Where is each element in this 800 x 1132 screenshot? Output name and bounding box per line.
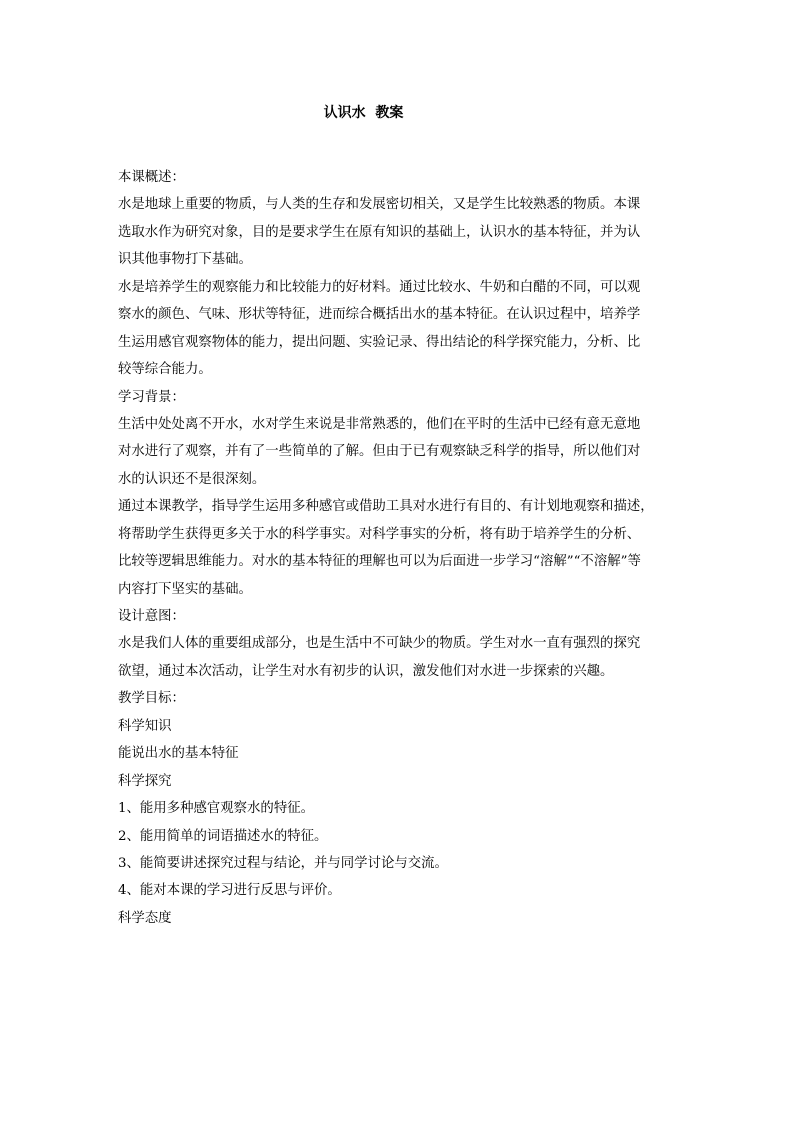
text-line: 通过本课教学，指导学生运用多种感官或借助工具对水进行有目的、有计划地观察和描述，	[118, 499, 654, 515]
text-line: 3、能简要讲述探究过程与结论，并与同学讨论与交流。	[118, 855, 448, 871]
text-line: 1、能用多种感官观察水的特征。	[118, 801, 314, 817]
text-line: 4、能对本课的学习进行反思与评价。	[118, 883, 341, 899]
text-line: 科学知识	[118, 718, 172, 734]
text-line: 水是我们人体的重要组成部分，也是生活中不可缺少的物质。学生对水一直有强烈的探究	[118, 636, 641, 652]
document-title: 认识水 教案	[323, 105, 404, 121]
text-line: 生活中处处离不开水，水对学生来说是非常熟悉的，他们在平时的生活中已经有意无意地	[118, 416, 641, 432]
text-line: 教学目标：	[118, 691, 185, 707]
text-line: 科学探究	[118, 773, 172, 789]
text-line: 对水进行了观察，并有了一些简单的了解。但由于已有观察缺乏科学的指导，所以他们对	[118, 444, 641, 460]
text-line: 科学态度	[118, 910, 172, 926]
text-line: 察水的颜色、气味、形状等特征，进而综合概括出水的基本特征。在认识过程中，培养学	[118, 307, 641, 323]
text-line: 水是培养学生的观察能力和比较能力的好材料。通过比较水、牛奶和白醋的不同，可以观	[118, 279, 641, 295]
text-line: 水是地球上重要的物质，与人类的生存和发展密切相关，又是学生比较熟悉的物质。本课	[118, 197, 641, 213]
text-line: 水的认识还不是很深刻。	[118, 471, 266, 487]
text-line: 欲望，通过本次活动，让学生对水有初步的认识，激发他们对水进一步探索的兴趣。	[118, 663, 614, 679]
text-line: 内容打下坚实的基础。	[118, 581, 252, 597]
text-line: 将帮助学生获得更多关于水的科学事实。对科学事实的分析，将有助于培养学生的分析、	[118, 526, 641, 542]
text-line: 选取水作为研究对象，目的是要求学生在原有知识的基础上，认识水的基本特征，并为认	[118, 224, 641, 240]
text-line: 能说出水的基本特征	[118, 746, 239, 762]
text-line: 比较等逻辑思维能力。对水的基本特征的理解也可以为后面进一步学习“溶解”“不溶解”等	[118, 554, 641, 570]
text-line: 2、能用简单的词语描述水的特征。	[118, 828, 328, 844]
text-line: 识其他事物打下基础。	[118, 252, 252, 268]
text-line: 较等综合能力。	[118, 362, 212, 378]
text-line: 本课概述：	[118, 170, 185, 185]
text-line: 学习背景：	[118, 389, 185, 405]
text-line: 生运用感官观察物体的能力，提出问题、实验记录、得出结论的科学探究能力，分析、比	[118, 334, 641, 350]
text-line: 设计意图：	[118, 609, 185, 624]
document-body	[118, 164, 683, 932]
